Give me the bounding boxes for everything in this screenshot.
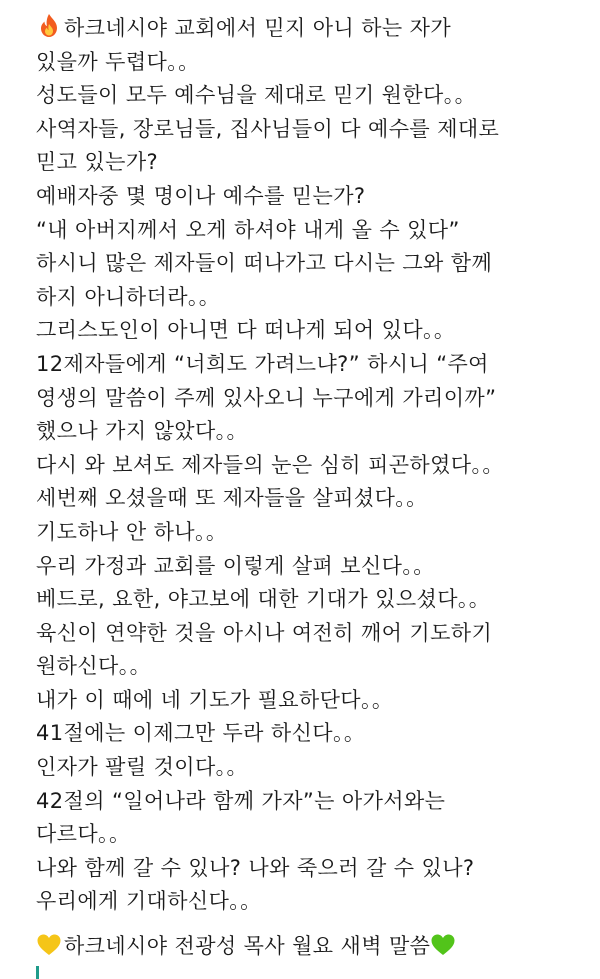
text-line: 기도하나 안 하나。。 [36,519,228,544]
text-line: 나와 함께 갈 수 있나? 나와 죽으러 갈 수 있나? [36,855,475,880]
text-line: 육신이 연약한 것을 아시나 여전히 깨어 기도하기 [36,620,493,645]
text-line: 있을까 두렵다。。 [36,49,200,74]
text-line: 하지 아니하더라。。 [36,284,221,309]
sermon-notes [36,12,592,919]
text-line: 내가 이 때에 네 기도가 필요하단다。。 [36,687,394,712]
text-line: 베드로, 요한, 야고보에 대한 기대가 있으셨다。。 [36,587,491,612]
sermon-signature [36,929,458,967]
text-line: 다르다。。 [36,822,131,847]
text-line: 우리 가정과 교회를 이렇게 살펴 보신다。。 [36,553,435,578]
text-line: 하시니 많은 제자들이 떠나가고 다시는 그와 함께 [36,251,493,276]
text-line: 믿고 있는가? [36,150,159,175]
text-line: 41절에는 이제그만 두라 하신다。。 [36,721,366,746]
text-line: 다시 와 보셔도 제자들의 눈은 심히 피곤하였다。。 [36,452,504,477]
text-line: 그리스도인이 아니면 다 떠나게 되어 있다。。 [36,318,456,343]
text-cursor-bar [36,966,39,979]
text-line: 예배자중 몇 명이나 예수를 믿는가? [36,183,366,208]
fire-icon [36,13,62,50]
text-line: 사역자들, 장로님들, 집사님들이 다 예수를 제대로 [36,116,500,141]
text-line: 하크네시야 교회에서 믿지 아니 하는 자가 [36,12,592,46]
text-line: 했으나 가지 않았다。。 [36,419,248,444]
text-line: 42절의 “일어나라 함께 가자”는 아가서와는 [36,788,446,813]
text-line: 영생의 말씀이 주께 있사오니 누구에게 가리이까” [36,385,497,410]
text-line: 인자가 팔릴 것이다。。 [36,755,248,780]
text-line: “내 아버지께서 오게 하셔야 내게 올 수 있다” [36,217,460,242]
text-line: 12제자들에게 “너희도 가려느냐?” 하시니 “주여 [36,351,489,376]
text-line: 원하신다。。 [36,654,152,679]
text-line: 성도들이 모두 예수님을 제대로 믿기 원한다。。 [36,83,477,108]
text-line: 우리에게 기대하신다。。 [36,889,262,914]
text-line: 세번째 오셨을때 또 제자들을 살피셨다。。 [36,486,428,511]
green-heart-icon [430,933,456,967]
signature-text: 하크네시야 전광성 목사 월요 새벽 말씀 [64,934,431,958]
yellow-heart-icon [36,933,62,967]
